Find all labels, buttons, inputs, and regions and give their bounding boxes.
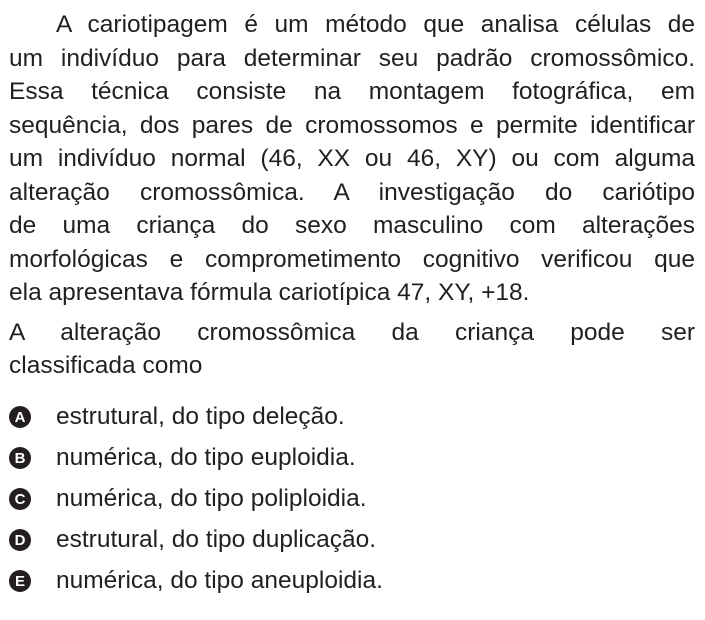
option-letter-badge: C [9, 488, 31, 510]
option-letter-badge: E [9, 570, 31, 592]
option-text: numérica, do tipo aneuploidia. [56, 567, 383, 594]
option-text: numérica, do tipo euploidia. [56, 444, 356, 471]
passage-line: sequência, dos pares de cromossomos e permite identificar [9, 111, 695, 139]
option-d[interactable] [9, 520, 695, 561]
passage-line: morfológicas e comprometimento cognitivo verificou que [9, 245, 695, 273]
passage-line: A cariotipagem é um método que analisa células de [56, 11, 695, 38]
option-letter-badge: B [9, 447, 31, 469]
passage-line: alteração cromossômica. A investigação do cariótipo [9, 178, 695, 206]
option-b[interactable] [9, 438, 695, 479]
passage-line: de uma criança do sexo masculino com alterações [9, 212, 695, 239]
option-text: estrutural, do tipo deleção. [56, 403, 345, 430]
answer-options [9, 397, 695, 602]
option-a[interactable] [9, 397, 695, 438]
passage-line: Essa técnica consiste na montagem fotográfica, em [9, 78, 695, 105]
option-c[interactable] [9, 479, 695, 520]
passage-line: um indivíduo normal (46, XX ou 46, XY) ou com alguma [9, 145, 695, 172]
option-text: estrutural, do tipo duplicação. [56, 526, 377, 553]
option-letter-badge: A [9, 406, 31, 428]
passage-text [9, 8, 695, 310]
passage-line: ela apresentava fórmula cariotípica 47, XY, +18. [9, 279, 530, 306]
option-text: numérica, do tipo poliploidia. [56, 485, 367, 512]
option-letter-badge: D [9, 529, 31, 551]
question-line: A alteração cromossômica da criança pode ser [9, 318, 695, 346]
option-e[interactable] [9, 561, 695, 602]
question-document [9, 8, 695, 602]
question-line: classificada como [9, 352, 203, 379]
passage-line: um indivíduo para determinar seu padrão cromossômico. [9, 44, 695, 72]
question-stem [9, 316, 695, 383]
